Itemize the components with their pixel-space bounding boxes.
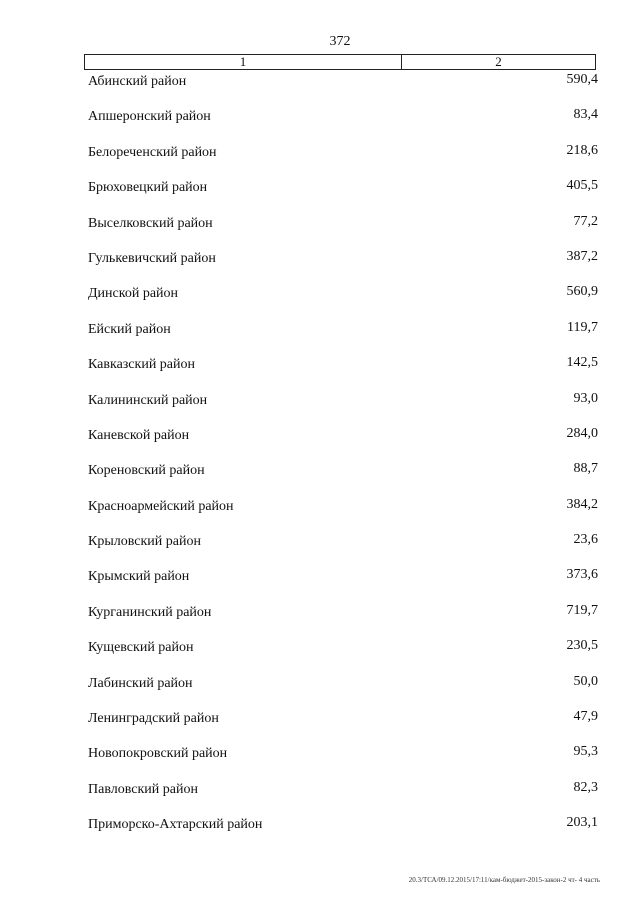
district-value: 387,2 [566,248,598,264]
district-name: Апшеронский район [88,109,211,125]
district-value: 560,9 [566,284,598,300]
table-header [84,54,596,70]
table-row [88,107,598,142]
district-name: Каневской район [88,427,190,443]
table-row [88,72,598,107]
district-name: Новопокровский район [88,746,228,762]
district-name: Павловский район [88,781,198,797]
district-value: 95,3 [573,744,598,760]
district-value: 284,0 [566,425,598,441]
table-row [88,744,598,779]
district-value: 50,0 [573,673,598,689]
district-name: Выселковский район [88,215,213,231]
table-row [88,780,598,815]
district-value: 405,5 [566,178,598,194]
table-row [88,320,598,355]
table-row [88,214,598,249]
table-row [88,638,598,673]
district-value: 47,9 [573,709,598,725]
district-value: 82,3 [573,779,598,795]
district-name: Калининский район [88,392,208,408]
district-name: Кореновский район [88,463,205,479]
table-row [88,391,598,426]
district-name: Динской район [88,286,179,302]
district-value: 119,7 [567,319,598,335]
table-row [88,815,598,850]
district-value: 590,4 [566,72,598,87]
district-value: 719,7 [566,602,598,618]
table-row [88,143,598,178]
district-value: 93,0 [573,390,598,406]
district-name: Абинский район [88,74,187,89]
district-name: Крыловский район [88,534,201,550]
district-name: Красноармейский район [88,498,234,514]
district-name: Ейский район [88,321,171,337]
table-row [88,284,598,319]
district-value: 142,5 [566,355,598,371]
table-row [88,249,598,284]
district-value: 203,1 [566,815,598,831]
page-number: 372 [329,34,351,49]
table-row [88,426,598,461]
district-name: Курганинский район [88,604,212,620]
district-name: Брюховецкий район [88,180,208,196]
district-value: 88,7 [573,461,598,477]
table-body [88,72,598,851]
table-row [88,567,598,602]
district-name: Белореченский район [88,144,217,160]
district-name: Ленинградский район [88,711,219,727]
table-row [88,355,598,390]
table-row [88,497,598,532]
district-value: 83,4 [573,107,598,123]
district-value: 384,2 [566,496,598,512]
district-value: 23,6 [573,532,598,548]
column-header-1: 1 [85,55,402,69]
district-name: Кущевский район [88,640,194,656]
district-value: 77,2 [573,213,598,229]
table-row [88,674,598,709]
document-footer-path: 20.3/ТСА/09.12.2015/17:11/кам-бюджет-2015-закон-2 чт- 4 часть [408,876,600,884]
table-row [88,603,598,638]
district-value: 230,5 [566,638,598,654]
table-row [88,178,598,213]
district-name: Приморско-Ахтарский район [88,817,263,833]
district-value: 373,6 [566,567,598,583]
table-row [88,532,598,567]
district-name: Кавказский район [88,357,196,373]
table-row [88,461,598,496]
district-name: Гулькевичский район [88,250,216,266]
district-name: Лабинский район [88,675,193,691]
district-name: Крымский район [88,569,190,585]
district-value: 218,6 [566,142,598,158]
table-row [88,709,598,744]
column-header-2: 2 [495,54,502,69]
